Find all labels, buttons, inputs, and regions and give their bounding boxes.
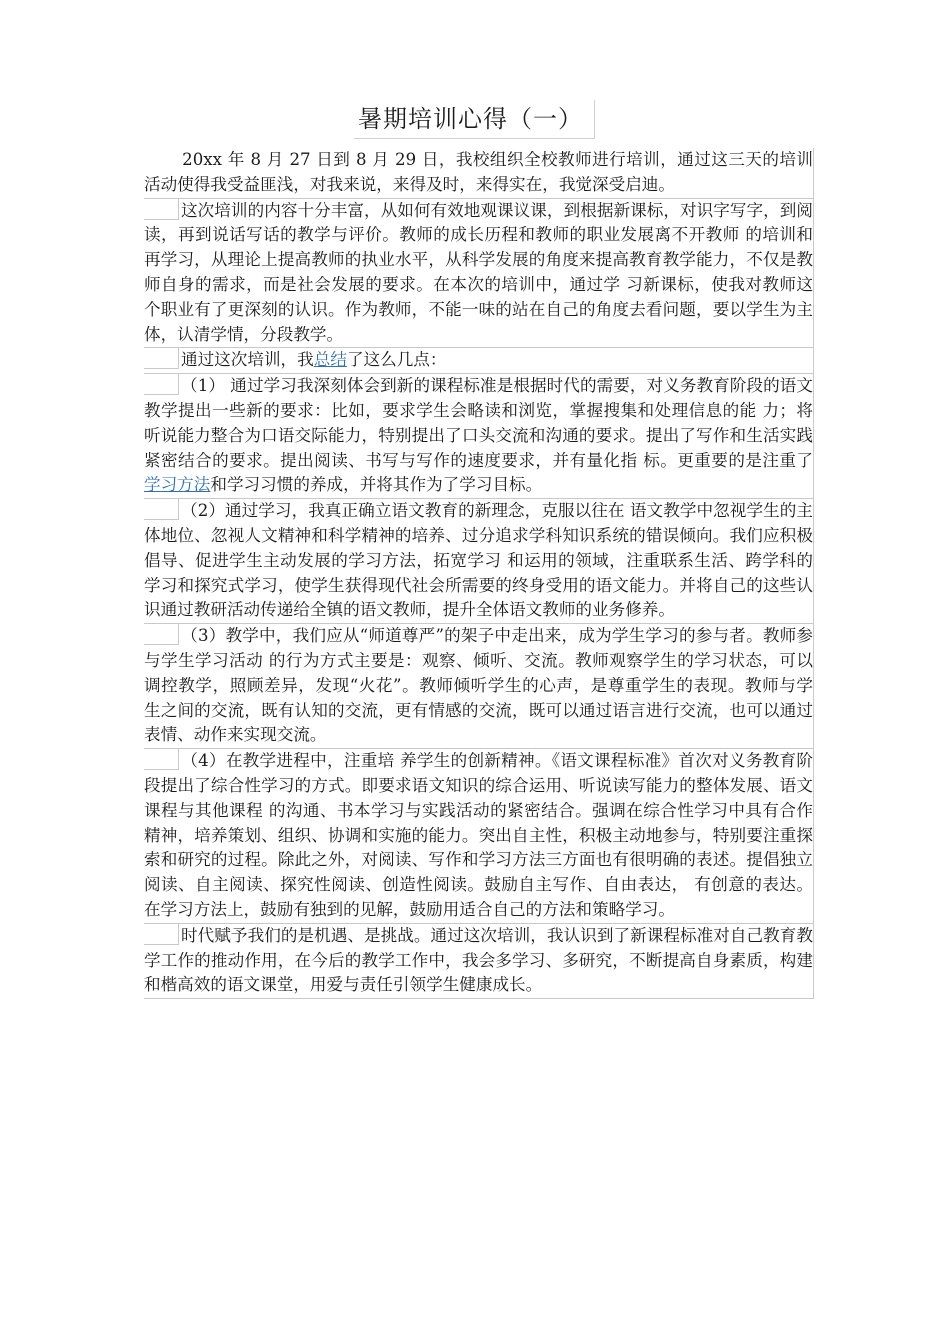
paragraph-point-2 xyxy=(144,499,814,624)
point-1-after: 和学习习惯的养成，并将其作为了学习目标。 xyxy=(210,475,543,495)
point-2-text: （2）通过学习，我真正确立语文教育的新理念，克服以往在 语文教学中忽视学生的主体地位、忽视人文精神和科学精神的培养、过分追求学科知识系统的错误倾向。我们应积极倡导、促进学生主动发展的学习方法，拓宽学习 和运用的领域，注重联系生活、跨学科的学习和探究式学习，使学生获得现代社会所需要的终身受用的语文能力。并将自己的这些认识通过教研活动传递给全镇的语文教师，提升全体语文教师的业务修养。 xyxy=(144,501,813,620)
point-4-text: （4）在教学进程中，注重培 养学生的创新精神。《语文课程标准》首次对义务教育阶段提出了综合性学习的方式。即要求语文知识的综合运用、听说读写能力的整体发展、语文课程与其他课程 的沟通、书本学习与实践活动的紧密结合。强调在综合性学习中具有合作精神，培养策划、组织、协调和实施的能力。突出自主性，积极主动地参与，特别要注重探 索和研究的过程。除此之外，对阅读、写作和学习方法三方面也有很明确的表述。提倡独立阅读、自主阅读、探究性阅读、创造性阅读。鼓励自主写作、自由表达， 有创意的表达。在学习方法上，鼓励有独到的见解，鼓励用适合自己的方法和策略学习。 xyxy=(144,751,813,919)
paragraph-content-text: 这次培训的内容十分丰富，从如何有效地观课议课，到根据新课标，对识字写字，到阅读，再到说话写话的教学与评价。教师的成长历程和教师的职业发展离不开教师 的培训和再学习，从理论上提高教师的执业水平，从科学发展的角度来提高教育教学能力，不仅是教师自身的需求，而是社会发展的要求。在本次的培训中，通过学 习新课标，使我对教师这个职业有了更深刻的认识。作为教师，不能一味的站在自己的角度去看问题，要以学生为主体，认清学情，分段教学。 xyxy=(144,200,813,344)
study-method-link[interactable]: 学习方法 xyxy=(144,475,211,495)
paragraph-point-3 xyxy=(144,624,814,749)
document-body xyxy=(144,148,814,999)
summary-lead-before: 通过这次培训，我 xyxy=(181,350,314,370)
paragraph-marker xyxy=(144,374,179,395)
point-3-text: （3）教学中，我们应从“师道尊严”的架子中走出来，成为学生学习的参与者。教师参与学生学习活动 的行为方式主要是：观察、倾听、交流。教师观察学生的学习状态，可以调控教学，照顾差异，发现“火花”。教师倾听学生的心声，是尊重学生的表现。教师与学 生之间的交流，既有认知的交流，更有情感的交流，既可以通过语言进行交流，也可以通过表情、动作来实现交流。 xyxy=(144,626,813,745)
paragraph-point-1 xyxy=(144,374,814,499)
paragraph-conclusion xyxy=(144,924,814,999)
paragraph-marker xyxy=(144,624,179,645)
paragraph-intro: 20xx 年 8 月 27 日到 8 月 29 日，我校组织全校教师进行培训，通过这三天的培训活动使得我受益匪浅，对我来说，来得及时，来得实在，我觉深受启迪。 xyxy=(144,148,814,199)
point-1-before: （1） 通过学习我深刻体会到新的课程标准是根据时代的需要，对义务教育阶段的语文教学提出一些新的要求：比如，要求学生会略读和浏览，掌握搜集和处理信息的能 力；将听说能力整合为口语交际能力，特别提出了口头交流和沟通的要求。提出了写作和生活实践紧密结合的要求。提出阅读、书写与写作的速度要求，并有量化指 标。更重要的是注重了 xyxy=(144,376,813,470)
paragraph-point-4 xyxy=(144,749,814,924)
conclusion-text: 时代赋予我们的是机遇、是挑战。通过这次培训，我认识到了新课程标准对自己教育教学工作的推动作用，在今后的教学工作中，我会多学习、多研究，不断提高自身素质，构建和楷高效的语文课堂，用爱与责任引领学生健康成长。 xyxy=(144,925,813,995)
paragraph-content xyxy=(144,199,814,349)
paragraph-summary-lead xyxy=(144,348,814,374)
summary-link[interactable]: 总结 xyxy=(313,350,347,370)
paragraph-marker xyxy=(144,749,179,770)
summary-lead-after: 了这么几点： xyxy=(346,350,447,370)
paragraph-marker xyxy=(144,499,179,520)
paragraph-marker xyxy=(144,199,179,220)
document-title: 暑期培训心得（一） xyxy=(354,100,595,139)
paragraph-marker xyxy=(144,924,179,945)
paragraph-marker xyxy=(144,348,179,369)
